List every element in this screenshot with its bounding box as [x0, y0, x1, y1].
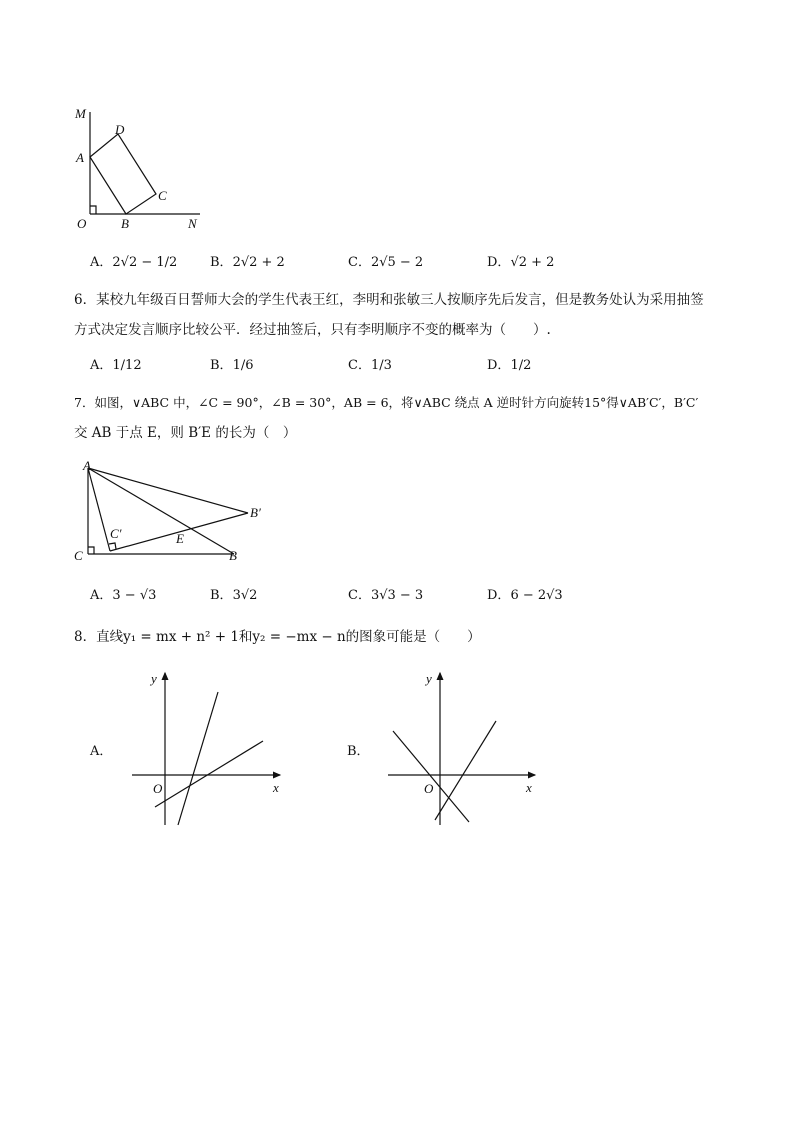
q7-option-a: A．3 − √3 [90, 588, 157, 603]
q8-graph-a [125, 665, 295, 835]
q5-option-a: A．2√2 − 1/2 [90, 255, 178, 270]
label-c-prime: C′ [110, 526, 122, 541]
label-b: B [121, 216, 129, 231]
q6-option-c: C．1/3 [348, 358, 392, 373]
segment-ab-prime [88, 468, 248, 513]
label-m: M [75, 106, 86, 121]
q7-stem-line2: 交 AB 于点 E，则 B′E 的长为（ ） [74, 425, 297, 441]
q8-stem: 8．直线y₁ = mx + n² + 1和y₂ = −mx − n的图象可能是（ ） [74, 629, 481, 645]
label-c: C [74, 548, 83, 563]
label-o: O [77, 216, 87, 231]
q7-figure [70, 458, 270, 568]
q6-option-d: D．1/2 [487, 358, 532, 373]
segment-ac-prime [88, 468, 110, 551]
rectangle-abcd [90, 134, 156, 214]
label-x: x [526, 780, 532, 795]
q8-graph-b-letter: B． [347, 744, 370, 759]
right-angle-mark-c [88, 547, 94, 554]
q5-figure [60, 100, 220, 235]
label-origin: O [424, 781, 434, 796]
label-y: y [151, 671, 157, 686]
label-b: B [229, 548, 237, 563]
label-n: N [188, 216, 197, 231]
label-e: E [176, 531, 184, 546]
label-x: x [273, 780, 279, 795]
q7-option-b: B．3√2 [210, 588, 258, 603]
segment-ab [88, 468, 234, 554]
line-gentle [155, 741, 263, 807]
q8-graph-a-letter: A． [90, 744, 113, 759]
q7-option-d: D．6 − 2√3 [487, 588, 563, 603]
label-c: C [158, 188, 167, 203]
q5-option-b: B．2√2 + 2 [210, 255, 285, 270]
line-decreasing [393, 731, 469, 822]
label-y: y [426, 671, 432, 686]
q5-option-d: D．√2 + 2 [487, 255, 555, 270]
q7-stem-line1: 7．如图，∨ABC 中，∠C = 90°，∠B = 30°，AB = 6，将∨ABC 绕点 A 逆时针方向旋转15°得∨AB′C′，B′C′ [74, 395, 699, 410]
q6-stem-line1: 6．某校九年级百日誓师大会的学生代表王红，李明和张敏三人按顺序先后发言，但是教务处认为采用抽签 [74, 292, 704, 308]
label-d: D [115, 122, 125, 137]
right-angle-mark-c-prime [109, 543, 116, 549]
q6-option-a: A．1/12 [90, 358, 142, 373]
label-origin: O [153, 781, 163, 796]
label-b-prime: B′ [250, 505, 261, 520]
q5-option-c: C．2√5 − 2 [348, 255, 424, 270]
q6-stem-line2: 方式决定发言顺序比较公平．经过抽签后，只有李明顺序不变的概率为（ ）. [74, 322, 551, 338]
q8-graph-b [385, 665, 555, 835]
label-a: A [76, 150, 84, 165]
label-a: A [83, 458, 91, 473]
q6-option-b: B．1/6 [210, 358, 254, 373]
right-angle-mark [90, 206, 96, 214]
q7-option-c: C．3√3 − 3 [348, 588, 424, 603]
line-increasing [435, 721, 496, 820]
line-steep [178, 692, 218, 825]
